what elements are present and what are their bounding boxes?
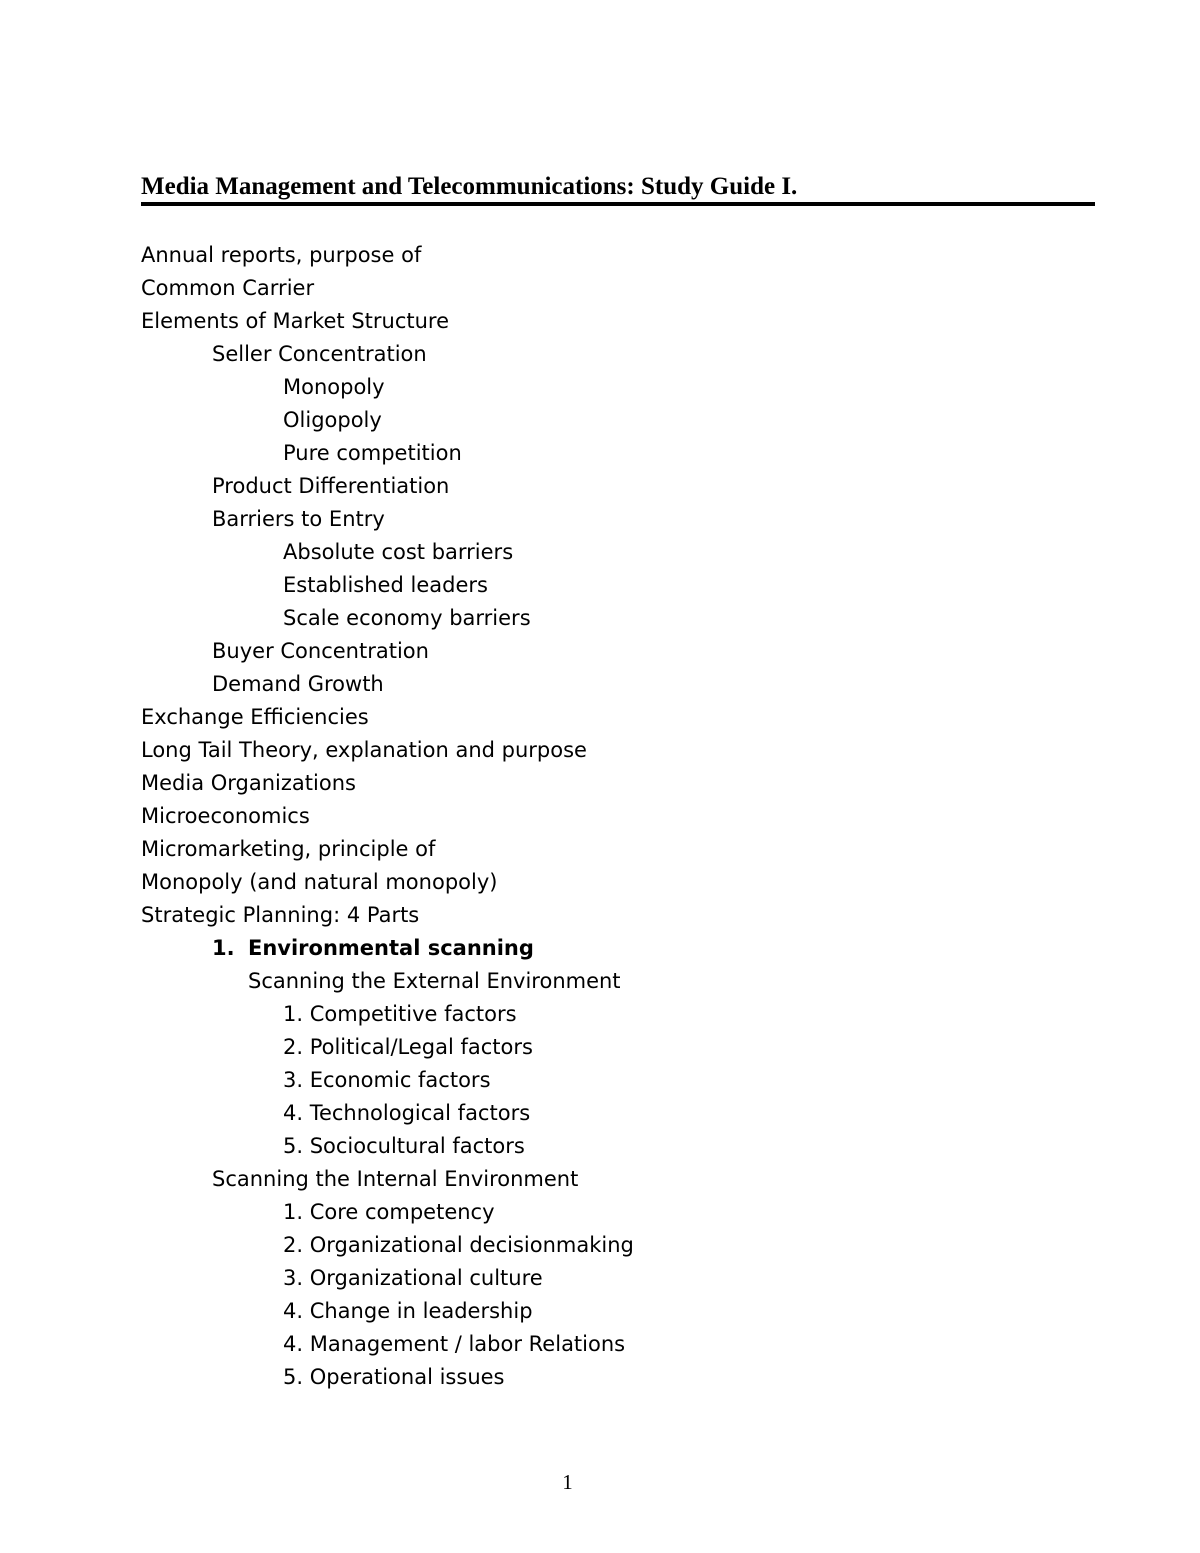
outline-item-organizational-decisionmaking: 2. Organizational decisionmaking bbox=[283, 1233, 634, 1257]
outline-item-organizational-culture: 3. Organizational culture bbox=[283, 1266, 543, 1290]
heading-number: 1. bbox=[212, 936, 235, 960]
title-underline bbox=[141, 202, 1095, 206]
outline-item-sociocultural-factors: 5. Sociocultural factors bbox=[283, 1134, 525, 1158]
outline-item-economic-factors: 3. Economic factors bbox=[283, 1068, 491, 1092]
outline-item-micromarketing: Micromarketing, principle of bbox=[141, 837, 436, 861]
outline-item-established-leaders: Established leaders bbox=[283, 573, 488, 597]
outline-item-oligopoly: Oligopoly bbox=[283, 408, 382, 432]
outline-item-absolute-cost-barriers: Absolute cost barriers bbox=[283, 540, 514, 564]
outline-item-management-labor-relations: 4. Management / labor Relations bbox=[283, 1332, 626, 1356]
outline-item-environmental-scanning bbox=[141, 932, 1081, 965]
outline-item-media-organizations: Media Organizations bbox=[141, 771, 356, 795]
outline-item-pure-competition: Pure competition bbox=[283, 441, 462, 465]
outline-item-product-differentiation: Product Differentiation bbox=[212, 474, 450, 498]
outline-item-market-structure: Elements of Market Structure bbox=[141, 309, 450, 333]
outline-item-buyer-concentration: Buyer Concentration bbox=[212, 639, 429, 663]
outline-item-annual-reports: Annual reports, purpose of bbox=[141, 243, 422, 267]
outline-item-operational-issues: 5. Operational issues bbox=[283, 1365, 505, 1389]
outline-item-internal-environment: Scanning the Internal Environment bbox=[212, 1167, 579, 1191]
outline-item-monopoly: Monopoly bbox=[283, 375, 385, 399]
outline-item-core-competency: 1. Core competency bbox=[283, 1200, 495, 1224]
outline-item-strategic-planning: Strategic Planning: 4 Parts bbox=[141, 903, 420, 927]
outline-item-political-legal-factors: 2. Political/Legal factors bbox=[283, 1035, 533, 1059]
outline-item-demand-growth: Demand Growth bbox=[212, 672, 384, 696]
outline-item-external-environment: Scanning the External Environment bbox=[248, 969, 621, 993]
document-title: Media Management and Telecommunications: Study Guide I. bbox=[141, 173, 798, 200]
outline-item-microeconomics: Microeconomics bbox=[141, 804, 310, 828]
outline-item-barriers-to-entry: Barriers to Entry bbox=[212, 507, 385, 531]
study-guide-outline bbox=[141, 239, 1081, 1394]
outline-item-change-in-leadership: 4. Change in leadership bbox=[283, 1299, 533, 1323]
outline-item-competitive-factors: 1. Competitive factors bbox=[283, 1002, 517, 1026]
heading-label: Environmental scanning bbox=[248, 936, 534, 960]
outline-item-scale-economy-barriers: Scale economy barriers bbox=[283, 606, 531, 630]
outline-item-exchange-efficiencies: Exchange Efficiencies bbox=[141, 705, 369, 729]
outline-item-long-tail-theory: Long Tail Theory, explanation and purpose bbox=[141, 738, 587, 762]
outline-item-monopoly-natural: Monopoly (and natural monopoly) bbox=[141, 870, 498, 894]
page-number: 1 bbox=[562, 1470, 573, 1494]
outline-item-seller-concentration: Seller Concentration bbox=[212, 342, 427, 366]
outline-item-technological-factors: 4. Technological factors bbox=[283, 1101, 531, 1125]
outline-item-common-carrier: Common Carrier bbox=[141, 276, 315, 300]
